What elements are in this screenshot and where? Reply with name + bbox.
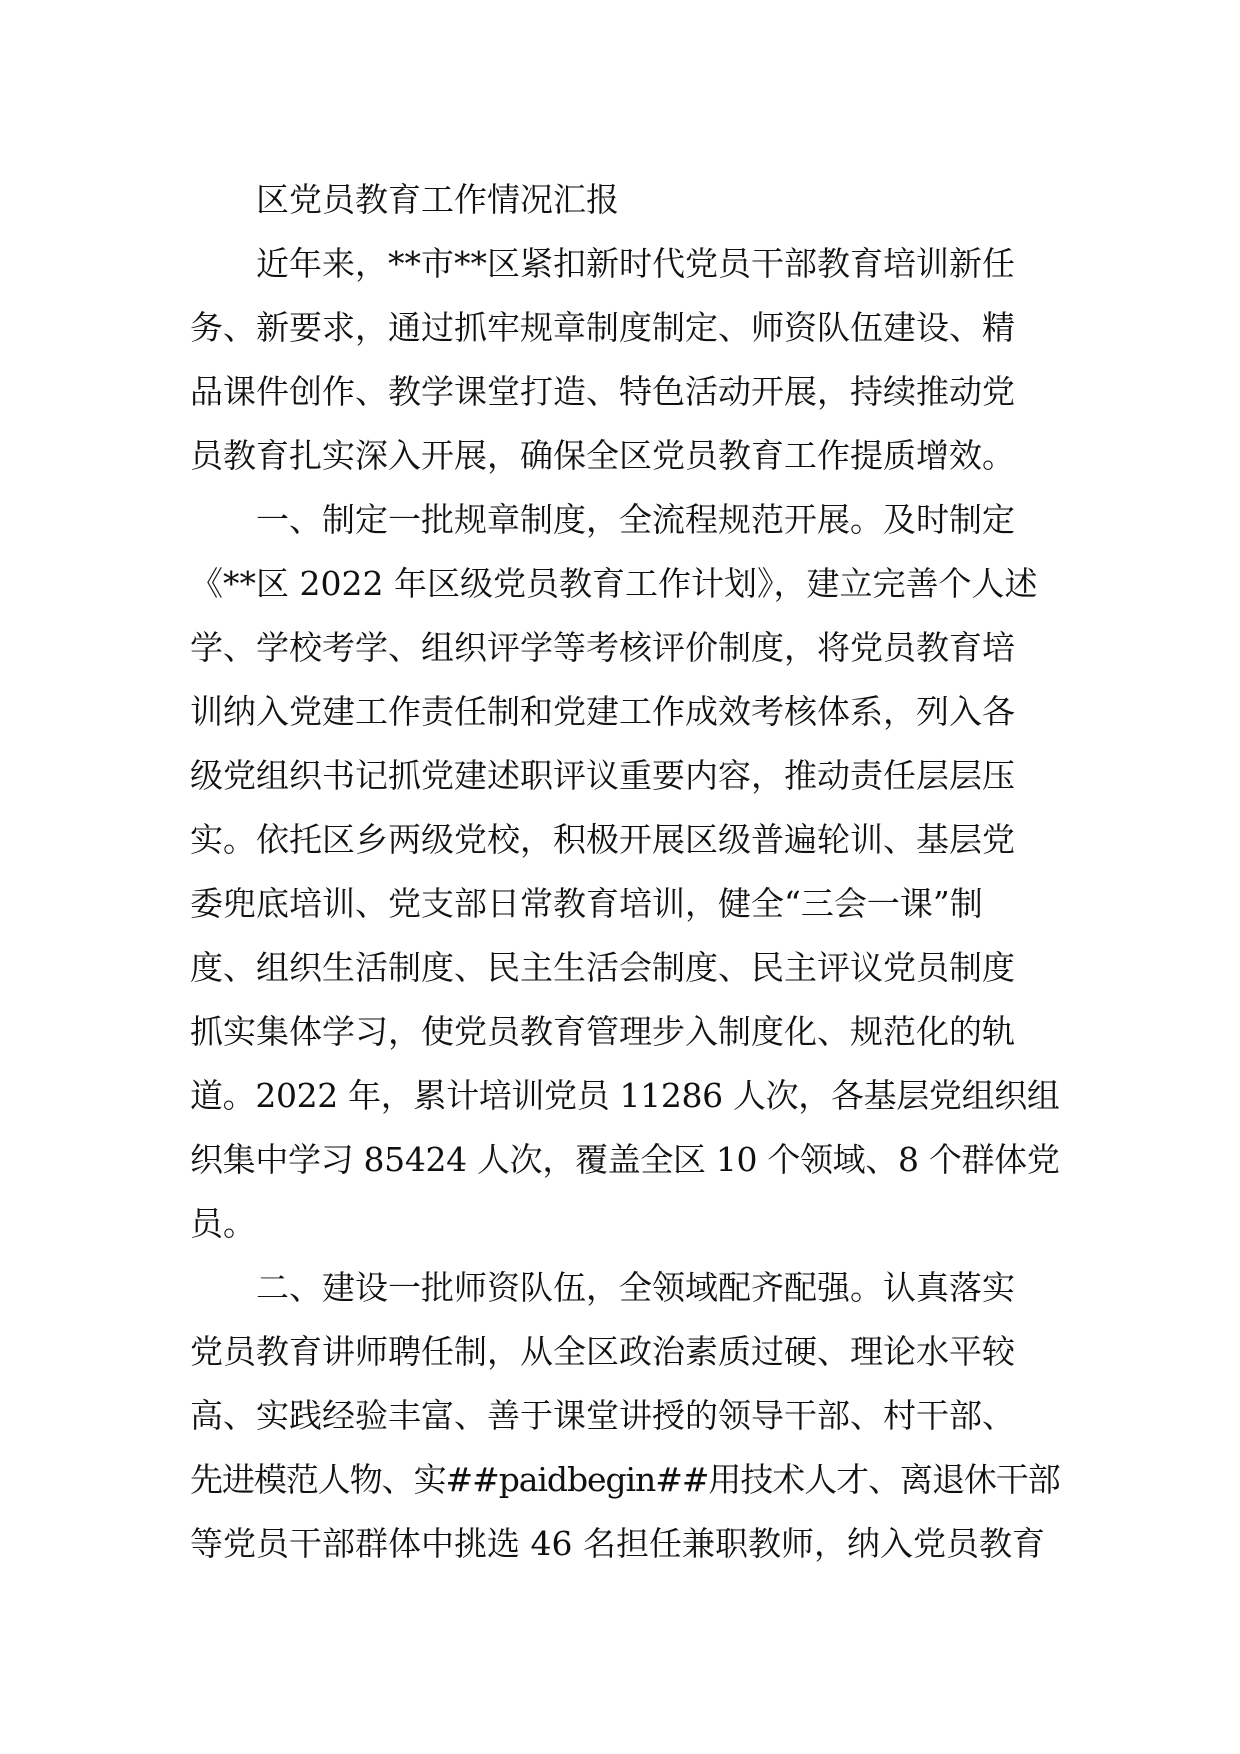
paragraph-line: 近年来，**市**区紧扣新时代党员干部教育培训新任 <box>256 244 1015 283</box>
paragraph-line: 织集中学习 85424 人次，覆盖全区 10 个领域、8 个群体党 <box>190 1140 1060 1179</box>
paragraph-line: 实。依托区乡两级党校，积极开展区级普遍轮训、基层党 <box>190 820 1015 859</box>
document-body <box>190 168 1060 1576</box>
paragraph-line: 级党组织书记抓党建述职评议重要内容，推动责任层层压 <box>190 756 1015 795</box>
paragraph-line: 先进模范人物、实##paidbegin##用技术人才、离退休干部 <box>190 1460 1060 1499</box>
paragraph-line: 党员教育讲师聘任制，从全区政治素质过硬、理论水平较 <box>190 1332 1015 1371</box>
paragraph-line: 度、组织生活制度、民主生活会制度、民主评议党员制度 <box>190 948 1015 987</box>
paragraph-line: 二、建设一批师资队伍，全领域配齐配强。认真落实 <box>256 1268 1015 1307</box>
paragraph-line: 务、新要求，通过抓牢规章制度制定、师资队伍建设、精 <box>190 308 1015 347</box>
paragraph-line: 一、制定一批规章制度，全流程规范开展。及时制定 <box>256 500 1015 539</box>
document-title: 区党员教育工作情况汇报 <box>256 180 619 219</box>
paragraph-line: 员。 <box>190 1204 256 1243</box>
paragraph-line: 高、实践经验丰富、善于课堂讲授的领导干部、村干部、 <box>190 1396 1015 1435</box>
paragraph-line: 品课件创作、教学课堂打造、特色活动开展，持续推动党 <box>190 372 1015 411</box>
paragraph-line: 道。2022 年，累计培训党员 11286 人次，各基层党组织组 <box>190 1076 1060 1115</box>
paragraph-line: 委兜底培训、党支部日常教育培训，健全“三会一课”制 <box>190 884 983 923</box>
paragraph-section-1 <box>190 488 1060 1256</box>
paragraph-line: 训纳入党建工作责任制和党建工作成效考核体系，列入各 <box>190 692 1015 731</box>
paragraph-section-2 <box>190 1256 1060 1576</box>
paragraph-line: 等党员干部群体中挑选 46 名担任兼职教师，纳入党员教育 <box>190 1524 1045 1563</box>
paragraph-line: 员教育扎实深入开展，确保全区党员教育工作提质增效。 <box>190 436 1015 475</box>
paragraph-line: 抓实集体学习，使党员教育管理步入制度化、规范化的轨 <box>190 1012 1015 1051</box>
paragraph-line: 《**区 2022 年区级党员教育工作计划》，建立完善个人述 <box>190 564 1038 603</box>
paragraph-intro <box>190 232 1060 488</box>
paragraph-line: 学、学校考学、组织评学等考核评价制度，将党员教育培 <box>190 628 1015 667</box>
